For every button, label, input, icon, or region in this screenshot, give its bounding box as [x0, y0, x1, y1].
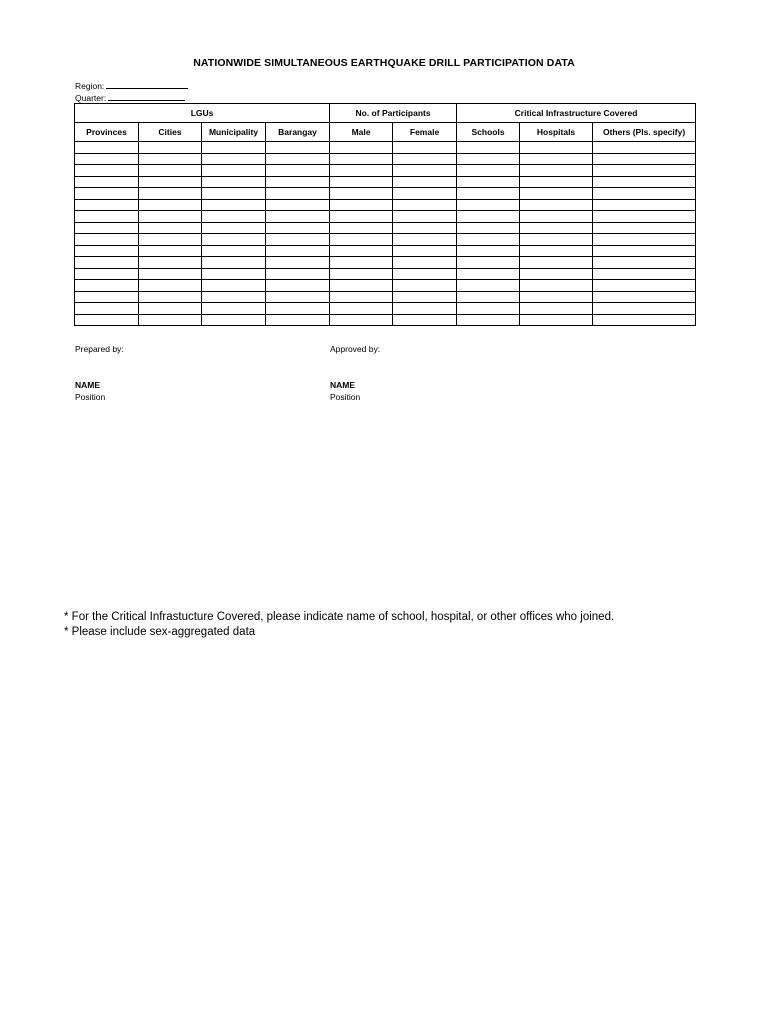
table-cell	[457, 245, 520, 257]
table-cell	[520, 234, 593, 246]
table-row	[75, 257, 696, 269]
footnote: * For the Critical Infrastucture Covered, please indicate name of school, hospital, or other offices who joined.	[64, 611, 615, 623]
table-cell	[202, 245, 266, 257]
group-header-participants: No. of Participants	[330, 104, 457, 123]
table-cell	[266, 280, 330, 292]
table-cell	[593, 222, 696, 234]
table-cell	[393, 222, 457, 234]
table-cell	[139, 234, 202, 246]
table-cell	[593, 165, 696, 177]
column-header: Female	[393, 123, 457, 142]
table-cell	[139, 153, 202, 165]
table-row	[75, 268, 696, 280]
table-cell	[457, 280, 520, 292]
table-cell	[457, 142, 520, 154]
table-cell	[393, 153, 457, 165]
table-cell	[330, 303, 393, 315]
table-cell	[139, 245, 202, 257]
table-cell	[330, 153, 393, 165]
table-cell	[457, 268, 520, 280]
table-cell	[266, 314, 330, 326]
table-cell	[330, 280, 393, 292]
table-cell	[393, 165, 457, 177]
table-cell	[457, 303, 520, 315]
table-cell	[75, 176, 139, 188]
column-header: Cities	[139, 123, 202, 142]
table-cell	[393, 188, 457, 200]
table-row	[75, 165, 696, 177]
table-cell	[330, 142, 393, 154]
table-cell	[266, 245, 330, 257]
column-header: Others (Pls. specify)	[593, 123, 696, 142]
group-header-row	[75, 104, 696, 123]
table-cell	[75, 257, 139, 269]
table-cell	[75, 222, 139, 234]
table-cell	[75, 291, 139, 303]
approved-by-name: NAME	[330, 380, 356, 390]
table-cell	[266, 153, 330, 165]
table-cell	[202, 257, 266, 269]
table-cell	[202, 268, 266, 280]
table-cell	[266, 199, 330, 211]
column-header: Schools	[457, 123, 520, 142]
table-row	[75, 245, 696, 257]
column-header-row	[75, 123, 696, 142]
table-cell	[593, 303, 696, 315]
group-header-infrastructure: Critical Infrastructure Covered	[457, 104, 696, 123]
table-cell	[457, 165, 520, 177]
table-cell	[457, 211, 520, 223]
table-cell	[75, 165, 139, 177]
approved-by-position: Position	[330, 392, 361, 402]
table-row	[75, 314, 696, 326]
table-cell	[593, 153, 696, 165]
table-cell	[75, 211, 139, 223]
table-row	[75, 142, 696, 154]
table-cell	[457, 176, 520, 188]
table-cell	[330, 234, 393, 246]
table-cell	[202, 303, 266, 315]
table-cell	[520, 268, 593, 280]
participation-table	[74, 103, 696, 326]
table-cell	[202, 291, 266, 303]
table-cell	[202, 165, 266, 177]
table-cell	[266, 291, 330, 303]
table-cell	[202, 176, 266, 188]
footnote: * Please include sex-aggregated data	[64, 626, 256, 638]
table-cell	[266, 188, 330, 200]
table-cell	[393, 234, 457, 246]
table-cell	[266, 303, 330, 315]
table-cell	[202, 280, 266, 292]
table-cell	[457, 188, 520, 200]
table-cell	[330, 165, 393, 177]
table-cell	[266, 268, 330, 280]
table-cell	[330, 188, 393, 200]
table-cell	[202, 211, 266, 223]
table-cell	[266, 176, 330, 188]
table-row	[75, 303, 696, 315]
table-cell	[330, 314, 393, 326]
table-cell	[520, 303, 593, 315]
table-cell	[520, 314, 593, 326]
table-cell	[139, 303, 202, 315]
column-header: Barangay	[266, 123, 330, 142]
table-cell	[330, 176, 393, 188]
table-cell	[330, 268, 393, 280]
table-cell	[75, 234, 139, 246]
table-cell	[520, 188, 593, 200]
table-body	[75, 142, 696, 326]
table-cell	[139, 199, 202, 211]
table-cell	[75, 280, 139, 292]
approved-by-label: Approved by:	[330, 344, 381, 354]
table-cell	[393, 303, 457, 315]
table-cell	[139, 222, 202, 234]
region-label: Region:	[75, 81, 105, 91]
table-cell	[593, 176, 696, 188]
table-cell	[75, 303, 139, 315]
table-row	[75, 222, 696, 234]
table-cell	[139, 211, 202, 223]
table-row	[75, 234, 696, 246]
quarter-blank-line	[108, 92, 185, 101]
column-header: Provinces	[75, 123, 139, 142]
table-cell	[202, 222, 266, 234]
table-cell	[330, 291, 393, 303]
table-cell	[520, 222, 593, 234]
column-header: Municipality	[202, 123, 266, 142]
column-header: Male	[330, 123, 393, 142]
table-cell	[457, 234, 520, 246]
table-cell	[75, 153, 139, 165]
prepared-by-label: Prepared by:	[75, 344, 124, 354]
table-row	[75, 199, 696, 211]
prepared-by-position: Position	[75, 392, 106, 402]
table-cell	[593, 257, 696, 269]
table-cell	[266, 142, 330, 154]
table-cell	[139, 176, 202, 188]
table-cell	[520, 291, 593, 303]
table-cell	[266, 165, 330, 177]
table-cell	[330, 222, 393, 234]
table-row	[75, 291, 696, 303]
table-cell	[393, 314, 457, 326]
table-cell	[593, 291, 696, 303]
table-row	[75, 153, 696, 165]
table-cell	[266, 257, 330, 269]
table-cell	[202, 142, 266, 154]
form-title: NATIONWIDE SIMULTANEOUS EARTHQUAKE DRILL PARTICIPATION DATA	[193, 57, 575, 69]
table-row	[75, 188, 696, 200]
table-cell	[202, 153, 266, 165]
table-cell	[593, 234, 696, 246]
table-cell	[75, 199, 139, 211]
column-header: Hospitals	[520, 123, 593, 142]
table-cell	[330, 211, 393, 223]
table-cell	[75, 314, 139, 326]
footnotes	[64, 610, 614, 640]
table-cell	[593, 245, 696, 257]
table-cell	[393, 142, 457, 154]
table-cell	[266, 211, 330, 223]
table-cell	[139, 268, 202, 280]
table-cell	[75, 188, 139, 200]
table-cell	[75, 142, 139, 154]
quarter-field	[75, 92, 185, 103]
table-cell	[520, 176, 593, 188]
region-blank-line	[106, 80, 188, 89]
table-cell	[457, 153, 520, 165]
table-cell	[593, 188, 696, 200]
table-cell	[139, 280, 202, 292]
table-cell	[457, 199, 520, 211]
table-cell	[139, 257, 202, 269]
table-cell	[139, 314, 202, 326]
table-cell	[593, 199, 696, 211]
table-cell	[393, 199, 457, 211]
table-cell	[139, 142, 202, 154]
table-cell	[139, 291, 202, 303]
table-cell	[520, 165, 593, 177]
prepared-by-name: NAME	[75, 380, 101, 390]
table-row	[75, 280, 696, 292]
table-cell	[593, 211, 696, 223]
table-cell	[202, 188, 266, 200]
table-cell	[393, 257, 457, 269]
table-cell	[593, 142, 696, 154]
table-cell	[266, 234, 330, 246]
table-row	[75, 176, 696, 188]
table-cell	[520, 199, 593, 211]
table-cell	[75, 245, 139, 257]
region-field	[75, 80, 188, 91]
table-cell	[393, 211, 457, 223]
table-cell	[202, 314, 266, 326]
table-cell	[457, 222, 520, 234]
table-row	[75, 211, 696, 223]
table-cell	[330, 257, 393, 269]
table-cell	[520, 153, 593, 165]
table-cell	[202, 199, 266, 211]
table-cell	[75, 268, 139, 280]
table-cell	[593, 314, 696, 326]
table-cell	[520, 280, 593, 292]
table-cell	[520, 211, 593, 223]
group-header-lgus: LGUs	[75, 104, 330, 123]
table-cell	[393, 280, 457, 292]
table-cell	[457, 291, 520, 303]
table-cell	[330, 245, 393, 257]
table-cell	[593, 268, 696, 280]
table-cell	[393, 245, 457, 257]
table-cell	[520, 142, 593, 154]
table-cell	[520, 257, 593, 269]
table-cell	[457, 314, 520, 326]
table-cell	[520, 245, 593, 257]
table-cell	[139, 188, 202, 200]
quarter-label: Quarter:	[75, 93, 107, 103]
table-cell	[139, 165, 202, 177]
table-cell	[393, 291, 457, 303]
table-cell	[202, 234, 266, 246]
table-cell	[330, 199, 393, 211]
table-cell	[393, 176, 457, 188]
table-cell	[593, 280, 696, 292]
table-cell	[393, 268, 457, 280]
table-cell	[457, 257, 520, 269]
table-cell	[266, 222, 330, 234]
